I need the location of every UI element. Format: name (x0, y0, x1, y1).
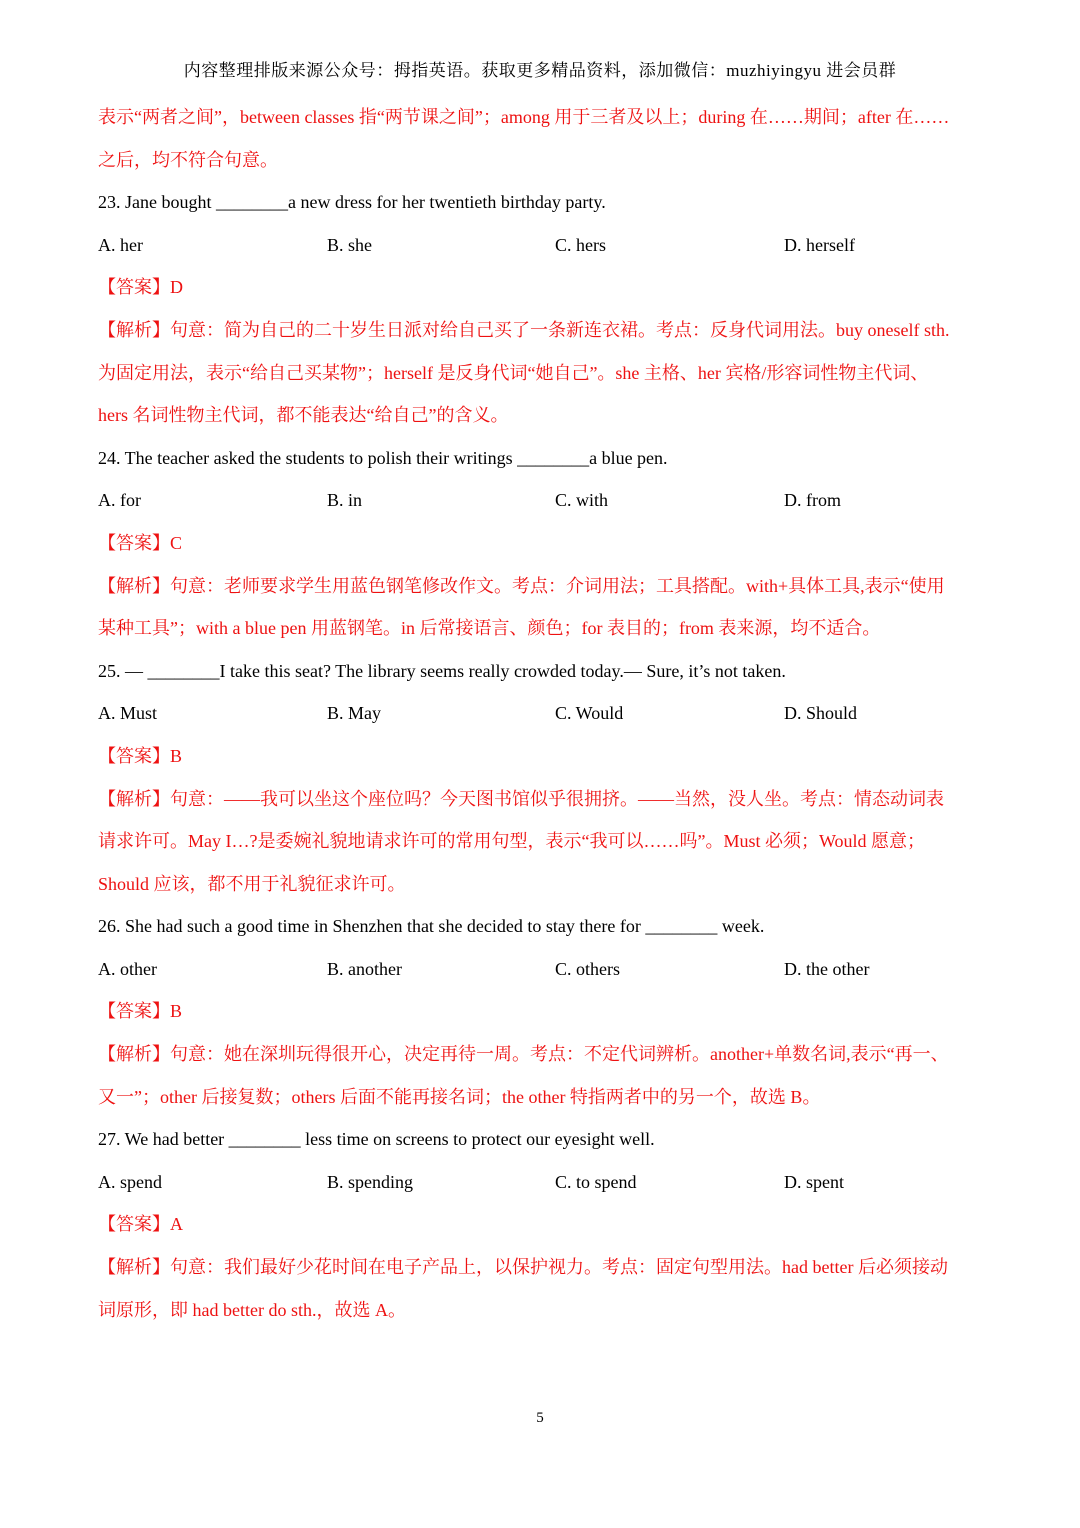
question-text: 26. She had such a good time in Shenzhen that she decided to stay there for ________ week. (98, 916, 765, 937)
page-number: 5 (536, 1410, 544, 1426)
analysis-line: 【解析】句意：她在深圳玩得很开心，决定再待一周。考点：不定代词辨析。another+单数名词,表示“再一、 (98, 1044, 949, 1065)
analysis-line: 【解析】句意：——我可以坐这个座位吗？今天图书馆似乎很拥挤。——当然，没人坐。考点：情态动词表 (98, 788, 944, 809)
option-c: C. to spend (555, 1171, 637, 1192)
option-c: C. hers (555, 234, 606, 255)
analysis-line: 【解析】句意：老师要求学生用蓝色钢笔修改作文。考点：介词用法；工具搭配。with+具体工具,表示“使用 (98, 575, 945, 596)
answer-line: 【答案】C (98, 532, 183, 553)
answer-line: 【答案】B (98, 1001, 183, 1022)
option-c: C. others (555, 958, 620, 979)
page-content (98, 96, 988, 1331)
option-a: A. for (98, 490, 141, 511)
options-row (98, 224, 988, 267)
option-d: D. the other (784, 958, 870, 979)
analysis-line: 【解析】句意：简为自己的二十岁生日派对给自己买了一条新连衣裙。考点：反身代词用法。buy oneself sth. (98, 319, 950, 340)
options-row (98, 479, 988, 522)
option-a: A. spend (98, 1171, 162, 1192)
option-b: B. in (327, 490, 363, 511)
option-b: B. another (327, 958, 402, 979)
question-text: 24. The teacher asked the students to polish their writings ________a blue pen. (98, 447, 668, 468)
answer-line: 【答案】B (98, 745, 183, 766)
question-text: 25. — ________I take this seat? The library seems really crowded today.— Sure, it’s not taken. (98, 660, 786, 681)
analysis-line: 词原形，即 had better do sth.，故选 A。 (98, 1299, 406, 1320)
answer-line: 【答案】D (98, 277, 183, 298)
question-text: 27. We had better ________ less time on screens to protect our eyesight well. (98, 1129, 655, 1150)
option-a: A. her (98, 234, 143, 255)
option-d: D. herself (784, 234, 855, 255)
options-row (98, 1161, 988, 1204)
option-b: B. May (327, 703, 381, 724)
option-b: B. spending (327, 1171, 414, 1192)
question-text: 23. Jane bought ________a new dress for her twentieth birthday party. (98, 192, 606, 213)
analysis-line: 【解析】句意：我们最好少花时间在电子产品上，以保护视力。考点：固定句型用法。had better 后必须接动 (98, 1257, 948, 1278)
intro-line: 表示“两者之间”，between classes 指“两节课之间”；among 用于三者及以上；during 在……期间；after 在…… (98, 107, 950, 127)
option-b: B. she (327, 234, 372, 255)
answer-line: 【答案】A (98, 1214, 183, 1235)
analysis-line: 又一”；other 后接复数；others 后面不能再接名词；the other 特指两者中的另一个，故选 B。 (98, 1086, 821, 1107)
option-d: D. spent (784, 1171, 844, 1192)
option-c: C. with (555, 490, 609, 511)
option-d: D. Should (784, 703, 858, 724)
options-row (98, 948, 988, 991)
options-row (98, 692, 988, 735)
analysis-line: 为固定用法，表示“给自己买某物”；herself 是反身代词“她自己”。she 主格、her 宾格/形容词性物主代词、 (98, 362, 929, 383)
option-d: D. from (784, 490, 841, 511)
analysis-line: Should 应该，都不用于礼貌征求许可。 (98, 873, 406, 894)
option-c: C. Would (555, 703, 624, 724)
option-a: A. other (98, 958, 157, 979)
option-a: A. Must (98, 703, 158, 724)
analysis-line: 某种工具”；with a blue pen 用蓝钢笔。in 后常接语言、颜色；for 表目的；from 表来源，均不适合。 (98, 618, 881, 639)
analysis-line: hers 名词性物主代词，都不能表达“给自己”的含义。 (98, 405, 509, 426)
analysis-line: 请求许可。May I…?是委婉礼貌地请求许可的常用句型，表示“我可以……吗”。Must 必须；Would 愿意； (98, 831, 926, 852)
intro-line: 之后，均不符合句意。 (98, 149, 278, 170)
page-header: 内容整理排版来源公众号：拇指英语。获取更多精品资料，添加微信：muzhiyingyu 进会员群 (183, 61, 897, 80)
